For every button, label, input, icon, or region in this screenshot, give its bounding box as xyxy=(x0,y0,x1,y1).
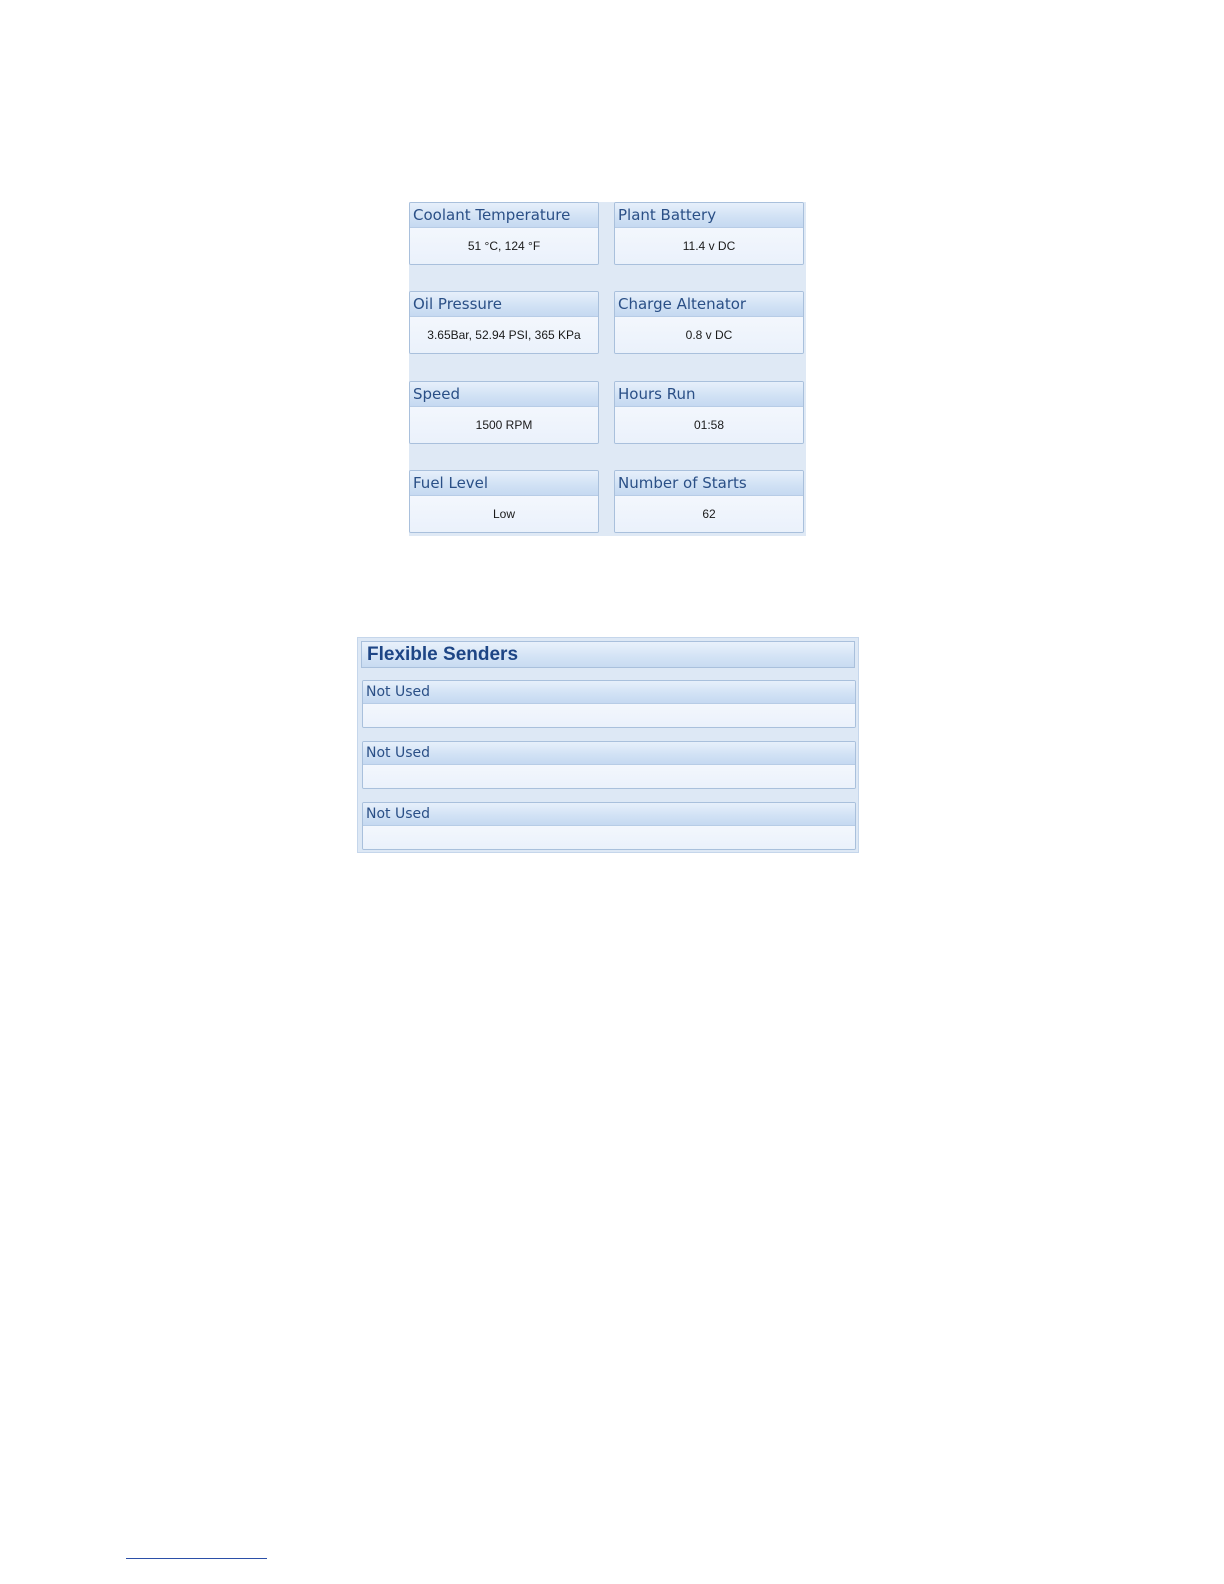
panel-value: 1500 RPM xyxy=(410,407,598,444)
panel-value: 11.4 v DC xyxy=(615,228,803,265)
panel-title: Coolant Temperature xyxy=(410,203,598,228)
instrument-grid xyxy=(409,202,806,536)
panel-value: 0.8 v DC xyxy=(615,317,803,354)
panel-title: Number of Starts xyxy=(615,471,803,496)
panel-title: Hours Run xyxy=(615,382,803,407)
panel-title: Plant Battery xyxy=(615,203,803,228)
flexible-senders-section xyxy=(357,637,859,853)
coolant-temperature-panel xyxy=(409,202,599,265)
sender-title: Not Used xyxy=(363,803,855,826)
number-of-starts-panel xyxy=(614,470,804,533)
footnote-divider xyxy=(126,1558,267,1559)
panel-value: Low xyxy=(410,496,598,533)
panel-value: 01:58 xyxy=(615,407,803,444)
panel-title: Oil Pressure xyxy=(410,292,598,317)
hours-run-panel xyxy=(614,381,804,444)
flexible-sender-1 xyxy=(362,680,856,728)
speed-panel xyxy=(409,381,599,444)
sender-title: Not Used xyxy=(363,742,855,765)
panel-value: 62 xyxy=(615,496,803,533)
flexible-sender-3 xyxy=(362,802,856,850)
sender-value xyxy=(363,704,855,728)
flexible-sender-2 xyxy=(362,741,856,789)
fuel-level-panel xyxy=(409,470,599,533)
panel-value: 3.65Bar, 52.94 PSI, 365 KPa xyxy=(410,317,598,354)
oil-pressure-panel xyxy=(409,291,599,354)
panel-title: Fuel Level xyxy=(410,471,598,496)
sender-value xyxy=(363,826,855,850)
charge-alternator-panel xyxy=(614,291,804,354)
panel-value: 51 °C, 124 °F xyxy=(410,228,598,265)
sender-value xyxy=(363,765,855,789)
sender-title: Not Used xyxy=(363,681,855,704)
flexible-senders-title: Flexible Senders xyxy=(361,641,855,668)
panel-title: Speed xyxy=(410,382,598,407)
panel-title: Charge Altenator xyxy=(615,292,803,317)
plant-battery-panel xyxy=(614,202,804,265)
